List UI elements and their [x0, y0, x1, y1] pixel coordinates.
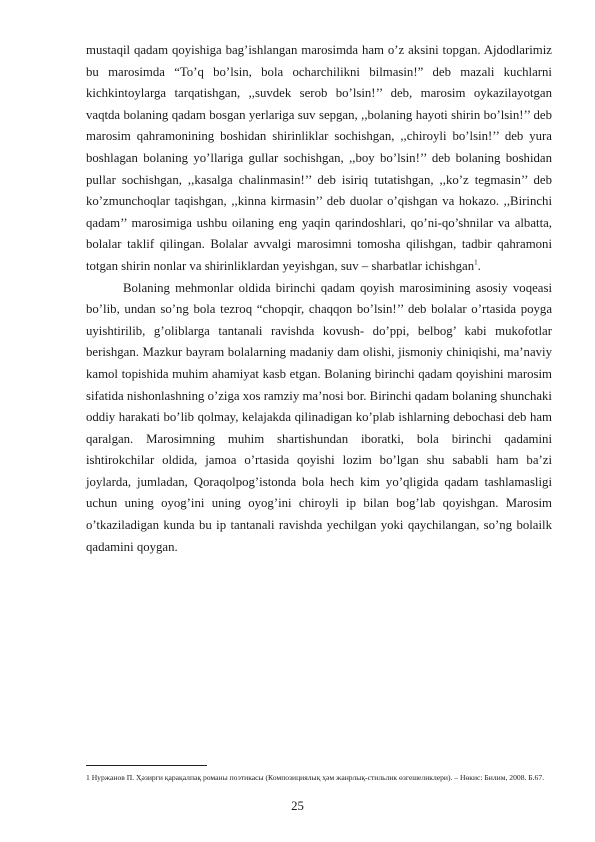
- paragraph-1-end: .: [477, 258, 481, 273]
- paragraph-1: [86, 40, 552, 278]
- footnote-divider: [86, 765, 207, 766]
- footnote: 1 Нуржанов П. Ҳәзирги қарақалпақ романы поэтикасы (Композициялық ҳәм жанрлық-стильлик өзгешеликлери). – Нөкис: Билим, 2008. Б.67.: [86, 773, 545, 782]
- page-body: [86, 40, 552, 558]
- footnote-reference[interactable]: 1: [474, 258, 478, 267]
- paragraph-1-text: mustaqil qadam qoyishiga bag’ishlangan marosimda ham o’z aksini topgan. Ajdodlarimiz bu marosimda “To’q bo’lsin, bola ocharchilikni bilmasin!” deb mazali kuchlarni kichkintoylarga tarqatishgan, ,,suvdek serob bo’lsin!’’ deb, marosim oykazilayotgan vaqtda bolaning qadam bosgan yerlariga suv sepgan, ,,bolaning hayoti shirin bo’lsin!’’ deb marosim qahramonining boshidan shirinliklar sochishgan, ,,chiroyli bo’lsin!’’ deb yura boshlagan bolaning yo’llariga gullar sochishgan, ,,boy bo’lsin!’’ deb bolaning boshidan pullar sochishgan, ,,kasalga chalinmasin!’’ deb isiriq tutatishgan, ,,ko’z tegmasin’’ deb ko’zmunchoqlar taqishgan, ,,kinna kirmasin’’ deb duolar o’qishgan va hokazo. ,,Birinchi qadam’’ marosimiga ushbu oilaning eng yaqin qarindoshlari, qo’ni-qo’shnilar va albatta, bolalar taklif qilingan. Bolalar avvalgi marosimni tomosha qilishgan, tadbir qahramoni totgan shirin nonlar va shirinliklardan yeyishgan, suv – sharbatlar ichishgan: [86, 43, 552, 273]
- paragraph-2: Bolaning mehmonlar oldida birinchi qadam qoyish marosimining asosiy voqeasi bo’lib, undan so’ng bola tezroq “chopqir, chaqqon bo’lsin!’’ deb bolalar o’rtasida poyga uyishtirilib, g’oliblarga tantanali ravishda kovush- do’ppi, belbog’ kabi mukofotlar berishgan. Mazkur bayram bolalarning madaniy dam olishi, jismoniy chiniqishi, ma’naviy kamol topishida muhim ahamiyat kasb etgan. Bolaning birinchi qadam qoyishini marosim sifatida nishonlashning o’ziga xos ramziy ma’nosi bor. Birinchi qadam bolaning shunchaki oddiy harakati bo’lib qolmay, kelajakda qilinadigan ko’plab ishlarning debochasi deb ham qaralgan. Marosimning muhim shartishundan iboratki, bola birinchi qadamini ishtirokchilar oldida, jamoa o’rtasida qoyishi lozim bo’lgan shu sababli ham ba’zi joylarda, jumladan, Qoraqolpog’istonda bola hech kim yo’qligida qadam tashlamasligi uchun uning oyog’ini uning oyog’ini chiroyli ip bilan bog’lab qoyishgan. Marosim o’tkaziladigan kunda bu ip tantanali ravishda yechilgan yoki qaychilangan, so’ng bolailk qadamini qoygan.: [86, 280, 552, 554]
- page-number: 25: [291, 799, 304, 813]
